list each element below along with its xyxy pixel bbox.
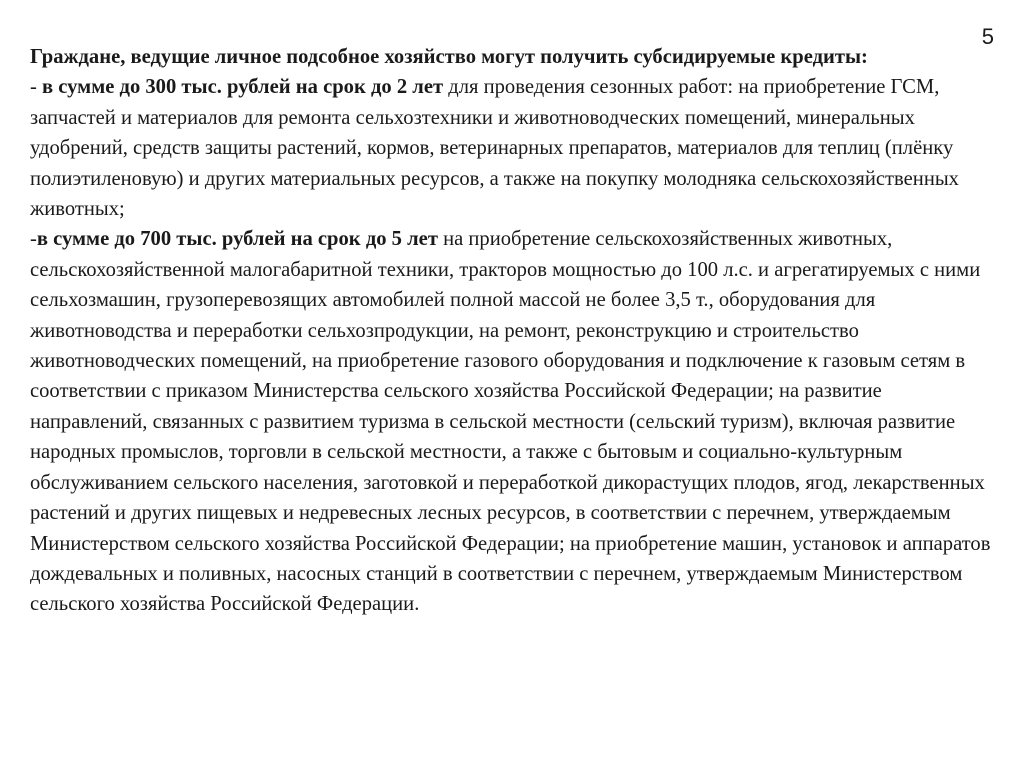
slide-body	[30, 42, 996, 620]
credit-item-300k	[30, 72, 996, 224]
intro-heading: Граждане, ведущие личное подсобное хозяйство могут получить субсидируемые кредиты:	[30, 46, 868, 68]
credit-item-700k	[30, 224, 996, 619]
item-prefix: -	[30, 76, 43, 99]
page-number: 5	[981, 24, 994, 49]
item-description: для проведения сезонных работ: на приобретение ГСМ, запчастей и материалов для ремонта сельхозтехники и животноводческих помещений, минеральных удобрений, средств защиты растений, кормов, ветеринарных препаратов, материалов для теплиц (плёнку полиэтиленовую) и других материальных ресурсов, а также на покупку молодняка сельскохозяйственных животных;	[30, 76, 959, 221]
item-description: на приобретение сельскохозяйственных животных, сельскохозяйственной малогабаритной техники, тракторов мощностью до 100 л.с. и агрегатируемых с ними сельхозмашин, грузоперевозящих автомобилей полной массой не более 3,5 т., оборудования для животноводства и переработки сельхозпродукции, на ремонт, реконструкцию и строительство животноводческих помещений, на приобретение газового оборудования и подключение к газовым сетям в соответствии с приказом Министерства сельского хозяйства Российской Федерации; на развитие направлений, связанных с развитием туризма в сельской местности (сельский туризм), включая развитие народных промыслов, торговли в сельской местности, а также с бытовым и социально-культурным обслуживанием сельского населения, заготовкой и переработкой дикорастущих плодов, ягод, лекарственных растений и других пищевых и недревесных лесных ресурсов, в соответствии с перечнем, утверждаемым Министерством сельского хозяйства Российской Федерации; на приобретение машин, установок и аппаратов дождевальных и поливных, насосных станций в соответствии с перечнем, утверждаемым Министерством сельского хозяйства Российской Федерации.	[30, 228, 991, 616]
item-prefix: -	[30, 228, 37, 251]
item-terms: в сумме до 700 тыс. рублей на срок до 5 лет	[36, 228, 438, 251]
item-terms: в сумме до 300 тыс. рублей на срок до 2 лет	[42, 76, 444, 99]
